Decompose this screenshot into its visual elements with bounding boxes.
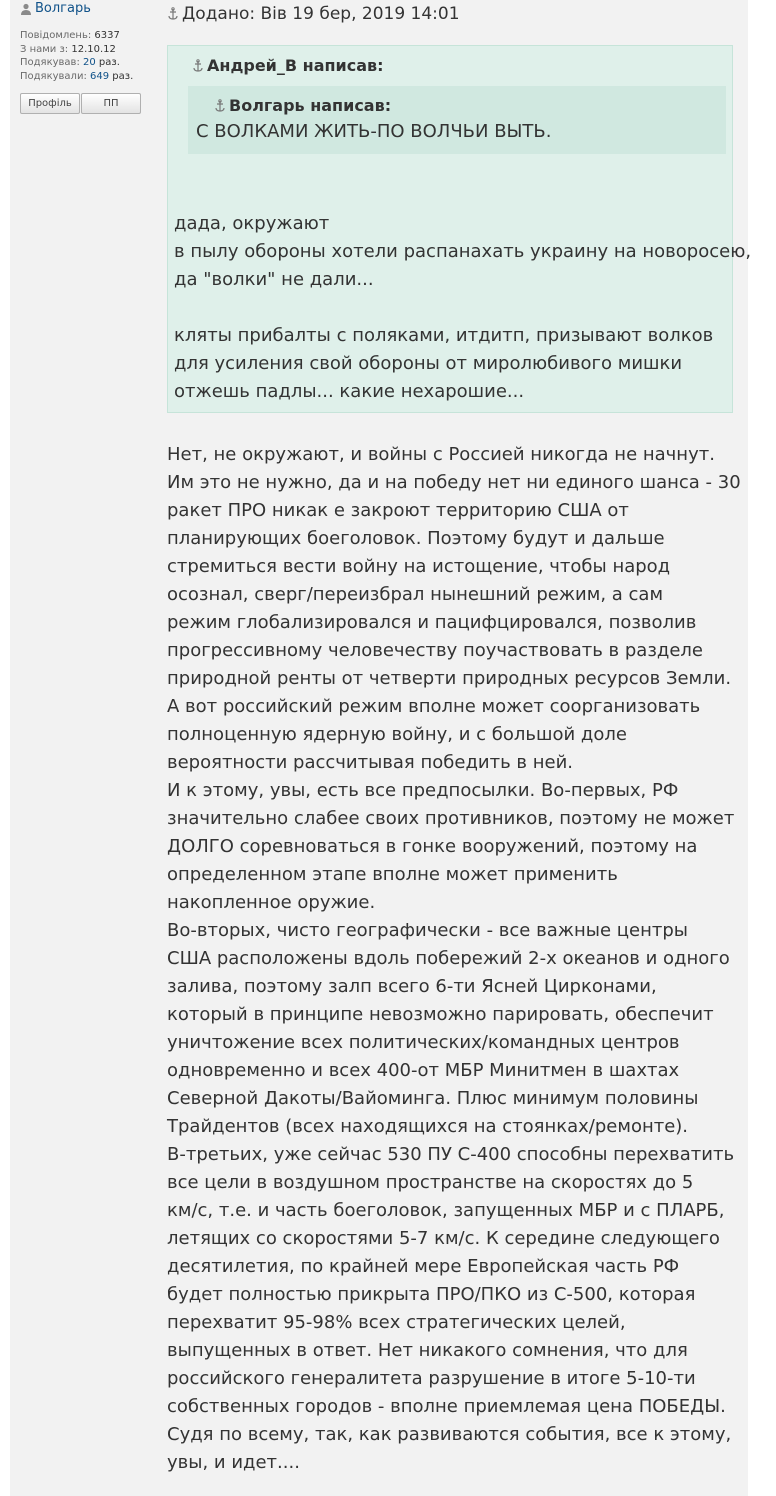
was-thanked-count xyxy=(20,70,155,84)
body-line: вероятности рассчитывая победить в ней. xyxy=(167,752,573,773)
body-line: км/с, т.е. и часть боеголовок, запущенных МБР и с ПЛАРБ, xyxy=(167,1200,725,1221)
quote-cite-text: Андрей_В написав: xyxy=(207,56,384,75)
nested-quote-block xyxy=(188,86,726,154)
body-line: Северной Дакоты/Вайоминга. Плюс минимум половины xyxy=(167,1088,699,1109)
quote-line: отжешь падлы... какие нехарошие... xyxy=(174,381,525,402)
posts-label: Повідомлень: xyxy=(20,30,92,41)
body-line: будет полностью прикрыта ПРО/ПКО из С-500, которая xyxy=(167,1284,696,1305)
body-line: Им это не нужно, да и на победу нет ни единого шанса - 30 xyxy=(167,472,741,493)
body-line: все цели в воздушном пространстве на скоростях до 5 xyxy=(167,1172,694,1193)
body-line: перехватит 95-98% всех стратегических целей, xyxy=(167,1312,626,1333)
nested-quote-cite xyxy=(214,96,391,115)
body-line: США расположены вдоль побережий 2-х океанов и одного xyxy=(167,948,730,969)
joined-date xyxy=(20,43,155,57)
quote-line: кляты прибалты с поляками, итдитп, призывают волков xyxy=(174,325,714,346)
thanked-link[interactable]: 20 xyxy=(83,57,96,68)
body-line: ДОЛГО соревноваться в гонке вооружений, поэтому на xyxy=(167,836,698,857)
body-line: И к этому, увы, есть все предпосылки. Во-первых, РФ xyxy=(167,780,679,801)
body-line: А вот российский режим вполне может соорганизовать xyxy=(167,696,701,717)
thanked-suffix: раз. xyxy=(98,57,120,68)
body-line: выпущенных в ответ. Нет никакого сомнения, что для xyxy=(167,1340,688,1361)
body-line: который в принципе невозможно парировать, обеспечит xyxy=(167,1004,714,1025)
post-date xyxy=(167,2,460,26)
body-line: одновременно и всех 400-от МБР Минитмен в шахтах xyxy=(167,1060,680,1081)
quote-block xyxy=(167,45,752,413)
posts-count xyxy=(20,29,155,43)
body-line: Во-вторых, чисто географически - все важные центры xyxy=(167,920,688,941)
body-line: Трайдентов (всех находящихся на стоянках/ремонте). xyxy=(167,1116,689,1137)
body-line: определенном этапе вполне может применить xyxy=(167,864,618,885)
posts-value: 6337 xyxy=(94,30,120,41)
nested-quote-link-icon[interactable] xyxy=(214,99,226,113)
private-message-button[interactable]: ПП xyxy=(81,93,141,114)
body-line: В-третьих, уже сейчас 530 ПУ С-400 способны перехватить xyxy=(167,1144,735,1165)
body-line: ракет ПРО никак е закроют территорию США от xyxy=(167,500,629,521)
post-link-icon[interactable] xyxy=(167,7,179,21)
body-line: значительно слабее своих противников, поэтому не может xyxy=(167,808,735,829)
body-line: российского генералитета разрушение в итоге 5-10-ти xyxy=(167,1368,696,1389)
body-line: Судя по всему, так, как развиваются события, все к этому, xyxy=(167,1424,732,1445)
quote-line: дада, окружают xyxy=(174,213,330,234)
body-line: полноценную ядерную войну, и с большой доле xyxy=(167,724,627,745)
body-line: прогрессивному человечеству поучаствовать в разделе xyxy=(167,640,703,661)
body-line: летящих со скоростями 5-7 км/с. К середине следующего xyxy=(167,1228,720,1249)
was-thanked-suffix: раз. xyxy=(112,70,134,82)
body-line: уничтожение всех политических/командных центров xyxy=(167,1032,680,1053)
nested-quote-text: С ВОЛКАМИ ЖИТЬ-ПО ВОЛЧЬИ ВЫТЬ. xyxy=(196,121,552,142)
body-line: накопленное оружие. xyxy=(167,892,376,913)
post-profile xyxy=(20,0,155,114)
forum-post xyxy=(10,0,752,1496)
post-date-text: Додано: Вів 19 бер, 2019 14:01 xyxy=(182,4,460,24)
body-line: Нет, не окружают, и войны с Россией никогда не начнут. xyxy=(167,444,715,465)
joined-value: 12.10.12 xyxy=(71,43,116,55)
profile-button[interactable]: Профіль xyxy=(20,93,80,114)
quote-line: да "волки" не дали... xyxy=(174,269,374,290)
body-line: стремиться вести войну на истощение, чтобы народ xyxy=(167,556,671,577)
quote-link-icon[interactable] xyxy=(192,59,204,73)
body-line: собственных городов - вполне приемлемая цена ПОБЕДЫ. xyxy=(167,1396,726,1417)
body-line: залива, поэтому залп всего 6-ти Ясней Цирконами, xyxy=(167,976,657,997)
profile-buttons xyxy=(20,93,155,114)
nested-quote-cite-text: Волгарь написав: xyxy=(229,96,392,115)
post-author xyxy=(20,0,155,17)
thanked-label: Подякував: xyxy=(20,57,80,68)
author-name-link[interactable]: Волгарь xyxy=(35,0,91,16)
was-thanked-link[interactable]: 649 xyxy=(90,70,110,82)
body-line: увы, и идет.... xyxy=(167,1452,300,1473)
joined-label: З нами з: xyxy=(20,43,69,55)
was-thanked-label: Подякували: xyxy=(20,70,87,82)
body-line: десятилетия, по крайней мере Европейская часть РФ xyxy=(167,1256,680,1277)
thanked-count xyxy=(20,56,155,70)
body-line: режим глобализировался и пацифцировался, позволив xyxy=(167,612,697,633)
user-icon xyxy=(20,3,32,15)
body-line: осознал, сверг/переизбрал нынешний режим, а сам xyxy=(167,584,664,605)
body-line: природной ренты от четверти природных ресурсов Земли. xyxy=(167,668,732,689)
quote-cite xyxy=(192,56,384,75)
quote-line: для усиления свой обороны от миролюбивого мишки xyxy=(174,353,683,374)
quote-line: в пылу обороны хотели распанахать украину на новоросею, xyxy=(174,241,752,262)
body-line: планирующих боеголовок. Поэтому будут и дальше xyxy=(167,528,665,549)
